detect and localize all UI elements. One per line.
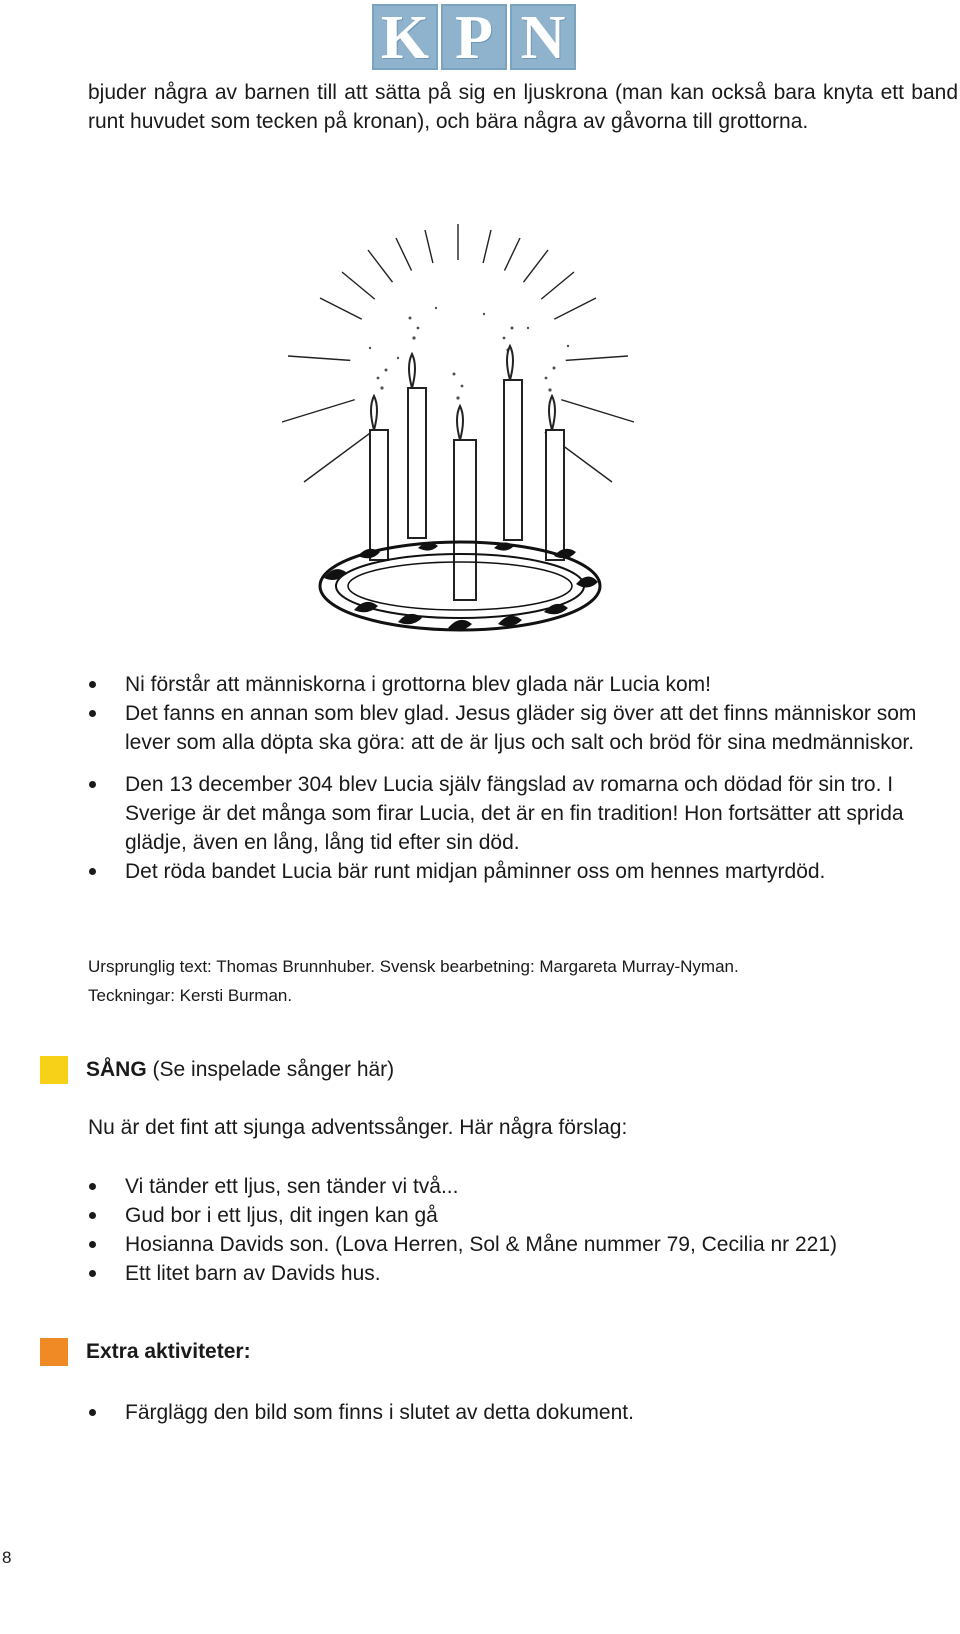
bullet-icon bbox=[89, 1212, 96, 1219]
logo-letter-n: N bbox=[510, 4, 576, 70]
credits-line: Teckningar: Kersti Burman. bbox=[88, 986, 293, 1005]
list-item: Det fanns en annan som blev glad. Jesus gläder sig över att det finns människor som lever som alla döpta ska göra: att de är ljus och salt och bröd för sina medmänniskor. bbox=[88, 699, 958, 757]
song-list bbox=[88, 1172, 958, 1288]
song-recordings-link[interactable]: (Se inspelade sånger här) bbox=[146, 1058, 395, 1081]
bullet-icon bbox=[89, 868, 96, 875]
logo-letter-k: K bbox=[372, 4, 438, 70]
extra-section-title: Extra aktiviteter: bbox=[86, 1340, 251, 1363]
bullet-icon bbox=[89, 781, 96, 788]
bullet-icon bbox=[89, 1409, 96, 1416]
credits bbox=[88, 952, 739, 1010]
kpn-logo bbox=[372, 4, 576, 70]
extra-activities-list bbox=[88, 1398, 958, 1427]
story-bullet-list bbox=[88, 670, 958, 886]
page-number: 8 bbox=[2, 1548, 12, 1567]
credits-line: Ursprunglig text: Thomas Brunnhuber. Svensk bearbetning: Margareta Murray-Nyman. bbox=[88, 957, 739, 976]
list-item: Vi tänder ett ljus, sen tänder vi två... bbox=[88, 1172, 958, 1201]
logo-letter-p: P bbox=[441, 4, 507, 70]
bullet-icon bbox=[89, 1270, 96, 1277]
bullet-icon bbox=[89, 1183, 96, 1190]
list-item: Den 13 december 304 blev Lucia själv fängslad av romarna och dödad för sin tro. I Sverige är det många som firar Lucia, det är en fin tradition! Hon fortsätter att sprida glädje, även en lång, lång tid efter sin död. bbox=[88, 770, 958, 857]
list-item: Färglägg den bild som finns i slutet av detta dokument. bbox=[88, 1398, 958, 1427]
extra-section-heading bbox=[40, 1338, 251, 1366]
song-section-heading bbox=[40, 1056, 394, 1084]
intro-paragraph: bjuder några av barnen till att sätta på sig en ljuskrona (man kan också bara knyta ett band runt huvudet som tecken på kronan), och bära några av gåvorna till grottorna. bbox=[88, 81, 958, 133]
list-item: Ni förstår att människorna i grottorna blev glada när Lucia kom! bbox=[88, 670, 958, 699]
song-section-title: SÅNG bbox=[86, 1058, 147, 1081]
bullet-icon bbox=[89, 681, 96, 688]
list-item: Hosianna Davids son. (Lova Herren, Sol & Måne nummer 79, Cecilia nr 221) bbox=[88, 1230, 958, 1259]
song-section-marker bbox=[40, 1056, 68, 1084]
song-intro: Nu är det fint att sjunga adventssånger. Här några förslag: bbox=[88, 1116, 628, 1139]
bullet-icon bbox=[89, 710, 96, 717]
advent-wreath-illustration bbox=[258, 218, 658, 650]
list-item: Det röda bandet Lucia bär runt midjan påminner oss om hennes martyrdöd. bbox=[88, 857, 958, 886]
list-item: Ett litet barn av Davids hus. bbox=[88, 1259, 958, 1288]
extra-section-marker bbox=[40, 1338, 68, 1366]
bullet-icon bbox=[89, 1241, 96, 1248]
list-item: Gud bor i ett ljus, dit ingen kan gå bbox=[88, 1201, 958, 1230]
